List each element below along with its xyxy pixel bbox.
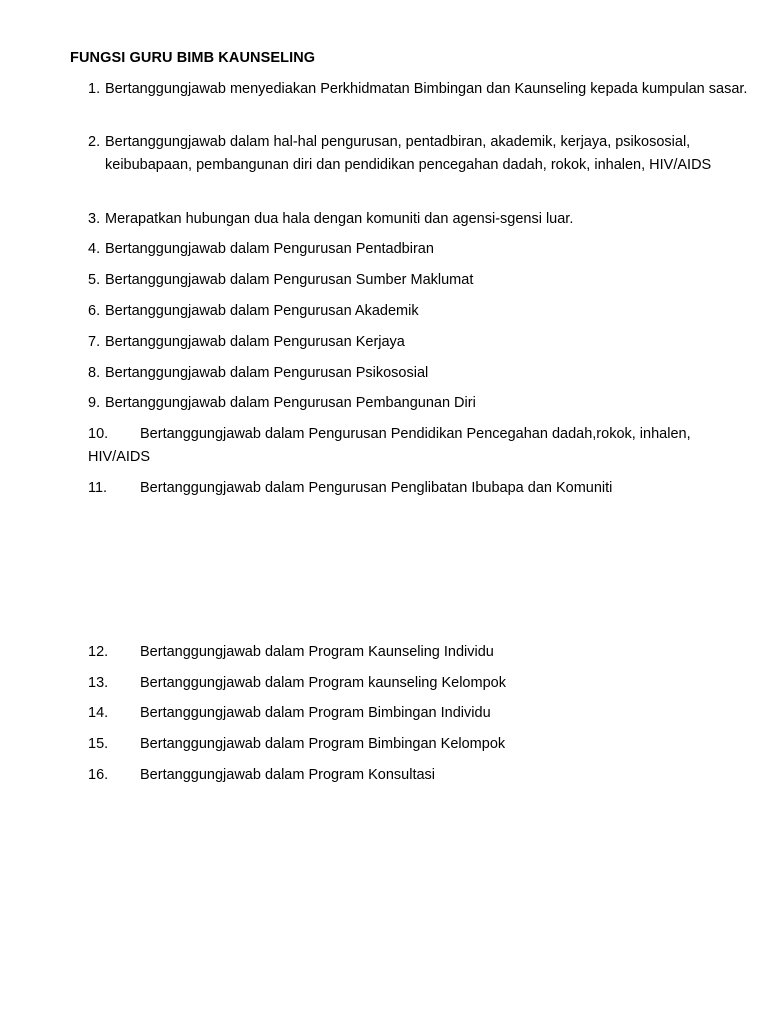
list-item-number: 11. — [88, 480, 108, 496]
list-item-text: Bertanggungjawab dalam Program Konsultasi — [140, 767, 436, 783]
list-item-number: 7. — [88, 334, 101, 350]
list-item — [88, 702, 752, 725]
list-item-text: Bertanggungjawab dalam Pengurusan Pentadbiran — [105, 241, 434, 257]
list-item — [88, 300, 752, 323]
list-item-text: Bertanggungjawab menyediakan Perkhidmatan Bimbingan dan Kaunseling kepada kumpulan sasar. — [105, 81, 748, 97]
list-item-number: 15. — [88, 736, 109, 752]
list-item-number: 9. — [88, 395, 101, 411]
document-title: FUNGSI GURU BIMB KAUNSELING — [70, 50, 316, 66]
list-item-text: Bertanggungjawab dalam Program Bimbingan Kelompok — [140, 736, 506, 752]
list-item-number: 10. — [88, 426, 109, 442]
list-item — [88, 269, 752, 292]
list-item-text: Bertanggungjawab dalam Pengurusan Penglibatan Ibubapa dan Komuniti — [140, 480, 613, 496]
list-item-text: Merapatkan hubungan dua hala dengan komuniti dan agensi-sgensi luar. — [105, 211, 574, 227]
list-item-number: 3. — [88, 211, 101, 227]
list-item-text: Bertanggungjawab dalam Program kaunseling Kelompok — [140, 675, 506, 691]
list-item-number: 14. — [88, 705, 109, 721]
list-item-number: 4. — [88, 241, 101, 257]
list-item — [88, 392, 752, 415]
list-item-text: Bertanggungjawab dalam Program Kaunseling Individu — [140, 644, 494, 660]
list-item — [88, 238, 752, 261]
list-item-text: Bertanggungjawab dalam Pengurusan Akademik — [105, 303, 419, 319]
list-item-number: 12. — [88, 644, 109, 660]
list-item — [88, 208, 752, 231]
list-item-text: Bertanggungjawab dalam hal-hal pengurusan, pentadbiran, akademik, kerjaya, psikososial, keibubapaan, pembangunan diri dan pendidikan pencegahan dadah, rokok, inhalen, HIV/AIDS — [105, 134, 712, 173]
list-item — [88, 331, 752, 354]
list-item — [88, 477, 752, 500]
list-item-number: 8. — [88, 365, 101, 381]
list-item — [88, 78, 752, 101]
list-item-text: Bertanggungjawab dalam Program Bimbingan Individu — [140, 705, 491, 721]
list-item-number: 2. — [88, 134, 101, 150]
list-item — [88, 764, 752, 787]
list-item-number: 6. — [88, 303, 101, 319]
list-item — [88, 131, 752, 177]
list-item-number: 1. — [88, 81, 101, 97]
list-item-text: Bertanggungjawab dalam Pengurusan Pembangunan Diri — [105, 395, 476, 411]
list-item — [88, 672, 752, 695]
list-item — [88, 733, 752, 756]
list-item-text: Bertanggungjawab dalam Pengurusan Pendidikan Pencegahan dadah,rokok, inhalen, HIV/AIDS — [88, 426, 691, 465]
list-item-text: Bertanggungjawab dalam Pengurusan Sumber Maklumat — [105, 272, 474, 288]
list-item-number: 5. — [88, 272, 101, 288]
list-item-number: 13. — [88, 675, 109, 691]
list-item-number: 16. — [88, 767, 109, 783]
list-item — [88, 423, 752, 469]
list-item — [88, 641, 752, 664]
list-item — [88, 362, 752, 385]
list-item-text: Bertanggungjawab dalam Pengurusan Psikososial — [105, 365, 429, 381]
list-item-text: Bertanggungjawab dalam Pengurusan Kerjaya — [105, 334, 405, 350]
